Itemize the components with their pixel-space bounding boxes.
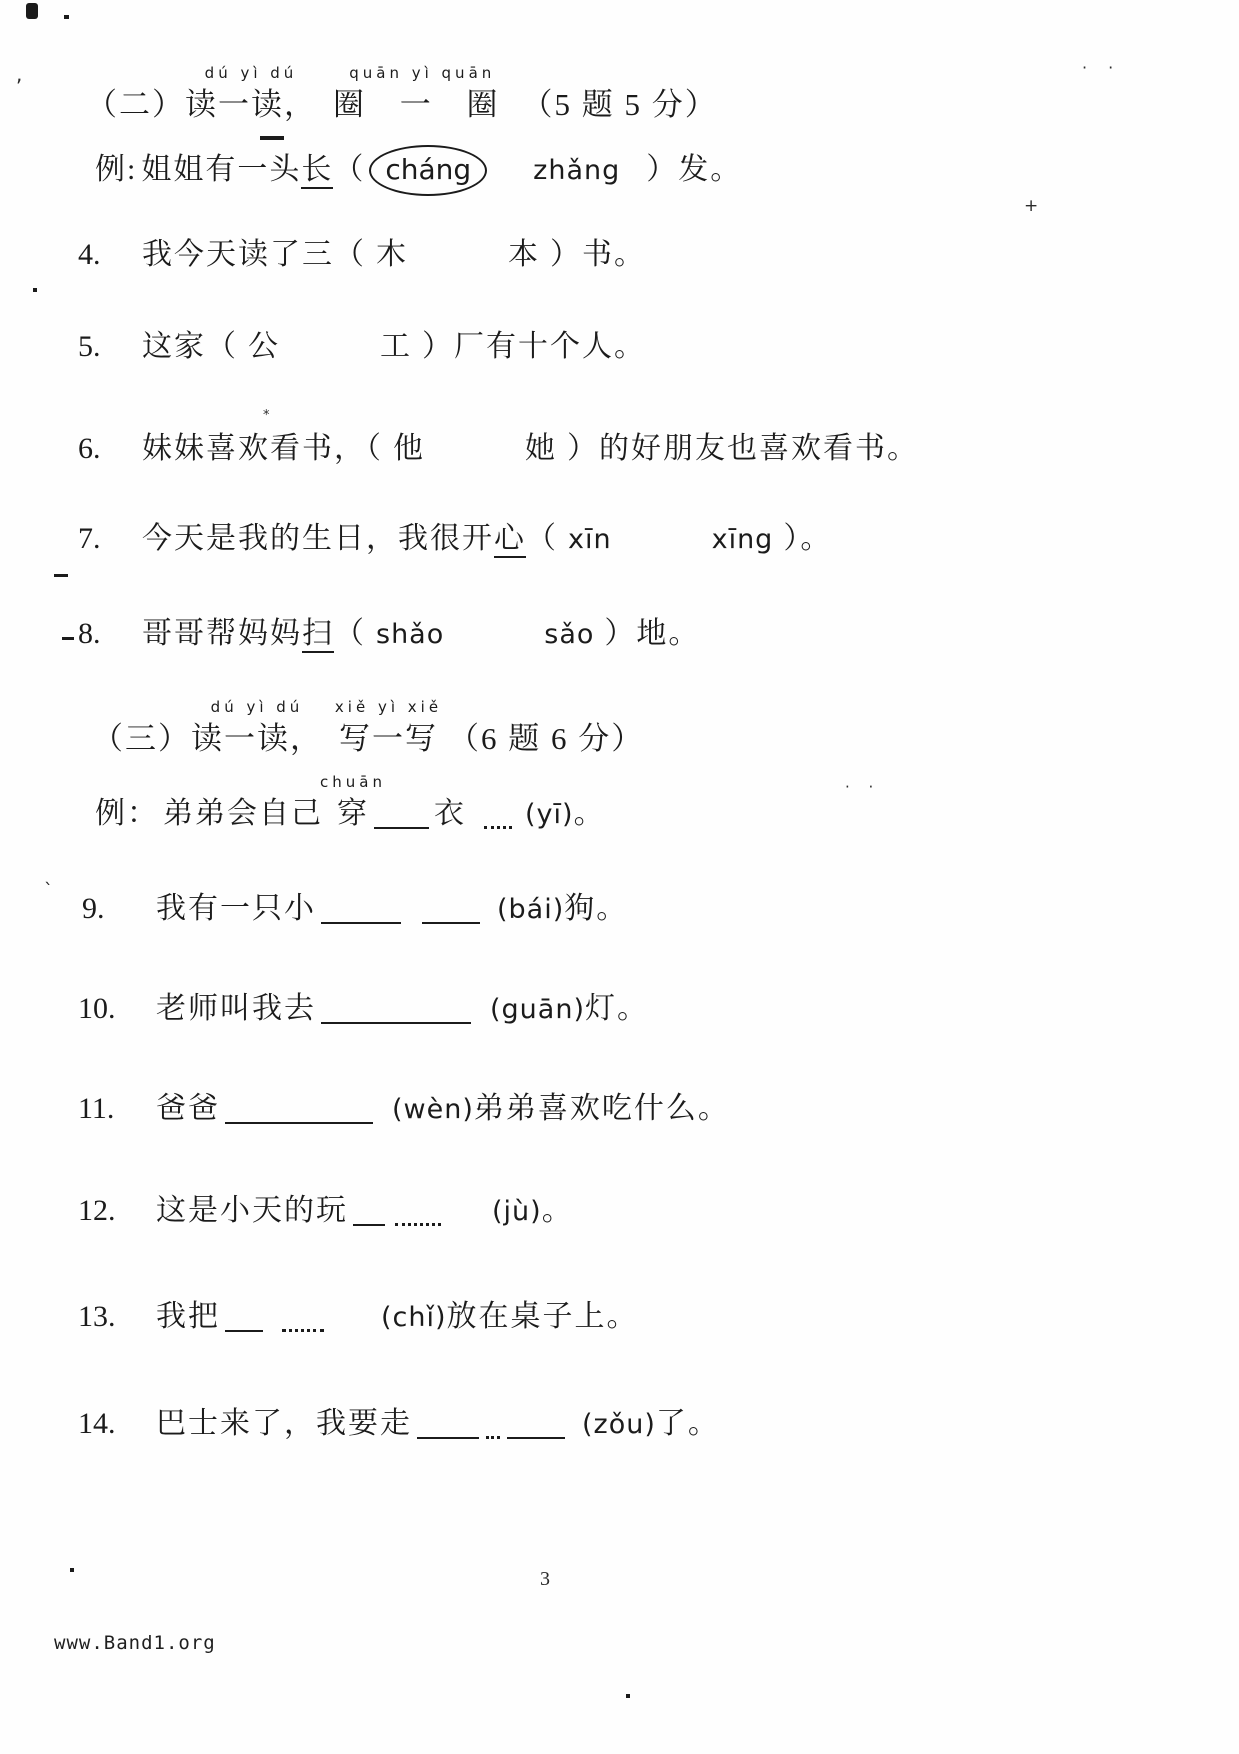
question-row-12 — [78, 1192, 574, 1230]
section-2-label: （二） — [86, 87, 185, 122]
question-row-7 — [78, 520, 832, 558]
paren-close: ） — [646, 153, 679, 186]
question-text-post: 书。 — [582, 238, 646, 271]
paren-open: （ — [366, 432, 383, 465]
paren-open: （ — [333, 153, 366, 186]
paren-open: （ — [206, 330, 238, 363]
question-text-post: 放在桌子上。 — [446, 1300, 639, 1333]
section-3-header — [92, 698, 645, 759]
section-2-example — [95, 145, 742, 196]
question-number: 12. — [78, 1194, 116, 1227]
option-1: 木 — [376, 238, 408, 271]
option-2: 她 — [525, 432, 557, 465]
pinyin-hint: (jù) — [492, 1196, 542, 1227]
scan-artifact: , — [16, 62, 23, 86]
scan-artifact — [70, 1568, 74, 1572]
question-row-5 — [78, 328, 646, 366]
blank-line-dotted — [486, 1420, 500, 1439]
question-text-post: 的好朋友也喜欢看书。 — [599, 432, 919, 465]
question-text: 哥哥帮妈妈 — [142, 617, 302, 650]
question-text-post: 地。 — [636, 617, 701, 650]
scan-artifact: + — [1024, 196, 1039, 216]
page-number: 3 — [540, 1568, 550, 1590]
question-number: 14. — [78, 1407, 116, 1440]
question-number: 11. — [78, 1092, 115, 1125]
question-number: 10. — [78, 992, 116, 1025]
question-text-post: 了。 — [655, 1407, 720, 1440]
option-2: zhǎng — [533, 155, 621, 186]
question-row-11 — [78, 1090, 730, 1128]
question-row-9 — [82, 890, 628, 928]
question-text: 妹妹喜欢看书， — [142, 432, 366, 465]
question-text-post: 厂有十个人。 — [454, 330, 646, 363]
question-text: 我把 — [156, 1300, 220, 1333]
question-number: 4. — [78, 238, 101, 271]
scan-artifact: · · — [1082, 58, 1122, 77]
blank-line — [225, 1106, 373, 1124]
pinyin-hint: (wèn) — [392, 1094, 474, 1125]
question-text-post: 弟弟喜欢吃什么。 — [473, 1092, 730, 1125]
question-text-post: 灯。 — [584, 992, 649, 1025]
question-text: 爸爸 — [156, 1092, 220, 1125]
option-1: xīn — [568, 524, 612, 555]
paren-open: （ — [526, 522, 558, 555]
pinyin-hint: (chǐ) — [381, 1302, 447, 1333]
example-answer-pinyin: chuān — [320, 773, 386, 791]
section-2-pinyin-read: dú yì dú — [204, 64, 298, 82]
option-2: sǎo — [544, 619, 595, 650]
scan-artifact: ` — [44, 880, 53, 901]
section-3-title-write: xiě yì xiě 写一写 — [334, 698, 443, 756]
section-3-label: （三） — [92, 721, 191, 756]
blank-line — [422, 906, 480, 924]
section-3-score: （6 题 6 分） — [448, 721, 645, 756]
pinyin-hint: (bái) — [497, 894, 565, 925]
question-number: 6. — [78, 432, 101, 465]
question-row-13 — [78, 1298, 639, 1336]
question-row-8 — [78, 615, 700, 653]
option-1: 他 — [393, 432, 425, 465]
example-text: 姐姐有一头 — [141, 153, 302, 186]
question-number: 8. — [78, 617, 101, 650]
section-2-pinyin-circle: quān yì quān — [349, 64, 496, 82]
question-number: 5. — [78, 330, 101, 363]
blank-line — [507, 1421, 565, 1439]
blank-line — [321, 1006, 471, 1024]
question-text: 这家 — [142, 330, 206, 363]
example-answer-char: chuān 穿 — [320, 773, 386, 830]
paren-close: ） — [550, 238, 582, 271]
section-2-title-read: dú yì dú 读一读， — [185, 64, 317, 122]
question-text: 今天是我的生日，我很开 — [142, 522, 494, 555]
example-text-post: 发。 — [678, 153, 743, 186]
question-row-14 — [78, 1405, 720, 1443]
scan-artifact: * — [263, 408, 270, 423]
blank-line — [321, 906, 401, 924]
option-2: 工 — [380, 330, 412, 363]
question-text: 我今天读了三 — [142, 238, 334, 271]
scan-artifact — [626, 1694, 630, 1698]
question-text: 我有一只小 — [156, 892, 316, 925]
option-2: 本 — [508, 238, 540, 271]
blank-line — [374, 811, 429, 829]
example-text-post: 。 — [573, 797, 606, 830]
section-3-pinyin-write: xiě yì xiě — [334, 698, 443, 716]
paren-close: ） — [567, 432, 599, 465]
question-text: 巴士来了，我要走 — [156, 1407, 412, 1440]
scan-artifact — [26, 3, 38, 19]
question-row-6 — [78, 430, 919, 468]
blank-line — [353, 1208, 385, 1226]
blank-line-dotted — [395, 1207, 441, 1226]
blank-line — [225, 1314, 263, 1332]
question-text: 老师叫我去 — [156, 992, 316, 1025]
option-1: shǎo — [376, 619, 445, 650]
question-row-10 — [78, 990, 649, 1028]
site-footer: www.Band1.org — [54, 1632, 216, 1654]
scan-artifact — [54, 574, 68, 577]
scan-artifact — [260, 136, 284, 140]
section-3-example — [95, 773, 606, 833]
option-1: 公 — [248, 330, 280, 363]
section-2-header — [86, 64, 718, 125]
paren-close: ） — [422, 330, 454, 363]
circled-answer: cháng — [369, 145, 487, 196]
pinyin-hint: (zǒu) — [582, 1409, 656, 1440]
question-text-post: 。 — [800, 522, 833, 555]
question-text: 这是小天的玩 — [156, 1194, 348, 1227]
pinyin-hint: (guān) — [490, 994, 585, 1025]
question-text-post: 。 — [541, 1194, 574, 1227]
example-label: 例： — [95, 797, 159, 830]
question-number: 13. — [78, 1300, 116, 1333]
scan-artifact — [33, 288, 37, 292]
option-2: xīng — [711, 524, 774, 555]
example-mid-char: 衣 — [434, 797, 466, 830]
section-2-score: （5 题 5 分） — [521, 87, 718, 122]
underlined-char: 心 — [494, 522, 526, 558]
paren-open: （ — [334, 238, 366, 271]
underlined-char: 扫 — [302, 617, 334, 653]
blank-line — [417, 1421, 479, 1439]
question-number: 9. — [82, 892, 105, 925]
example-text: 弟弟会自己 — [163, 797, 323, 830]
section-3-pinyin-read: dú yì dú — [210, 698, 304, 716]
scan-artifact — [64, 15, 69, 19]
blank-line-dotted — [282, 1313, 324, 1332]
section-2-title-circle: quān yì quān 圈 一 圈 — [333, 64, 512, 122]
question-row-4 — [78, 236, 646, 274]
paren-open: （ — [334, 617, 366, 650]
blank-line-dotted — [484, 810, 512, 829]
pinyin-hint: (yī) — [525, 799, 574, 830]
section-3-title-read: dú yì dú 读一读， — [191, 698, 323, 756]
question-text-post: 狗。 — [564, 892, 629, 925]
paren-close: ） — [783, 522, 801, 555]
example-label: 例: — [95, 153, 138, 186]
scan-artifact — [62, 637, 74, 640]
question-number: 7. — [78, 522, 101, 555]
paren-close: ） — [604, 617, 637, 650]
scan-artifact: · · — [845, 778, 881, 796]
underlined-char: 长 — [301, 153, 333, 189]
